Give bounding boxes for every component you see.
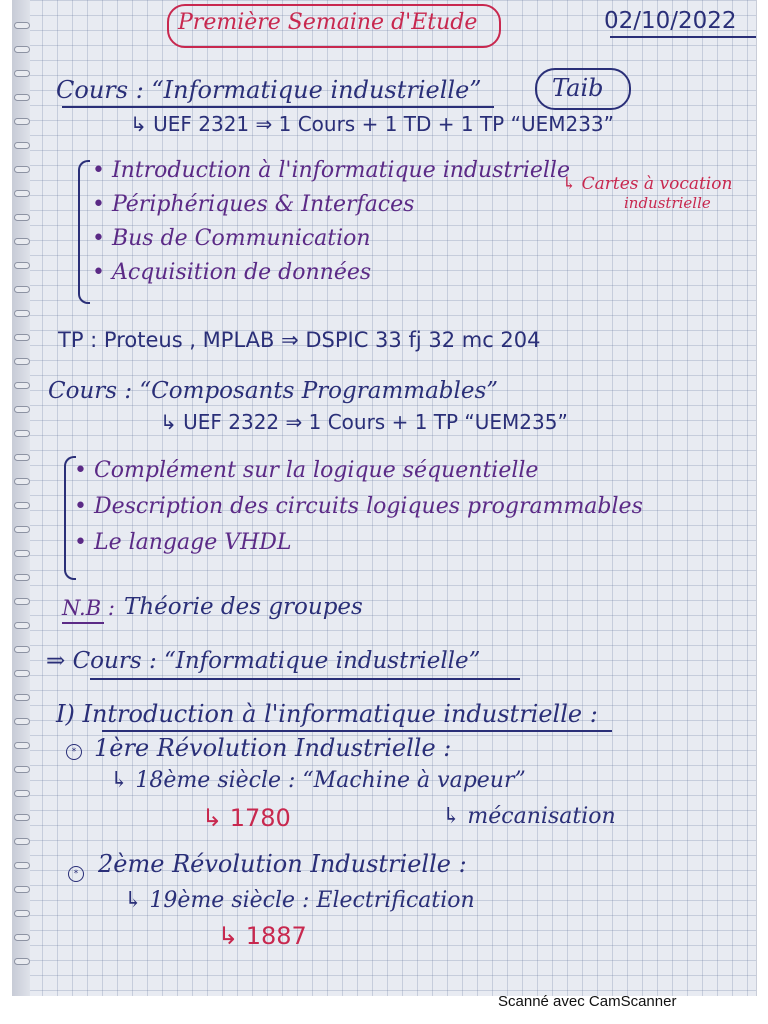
spiral-ring	[14, 646, 30, 653]
spiral-ring	[14, 454, 30, 461]
spiral-ring	[14, 526, 30, 533]
spiral-ring	[14, 862, 30, 869]
rev1-century: ↳ 18ème siècle : “Machine à vapeur”	[110, 768, 526, 793]
spiral-ring	[14, 958, 30, 965]
nb-text: Théorie des groupes	[124, 594, 363, 620]
spiral-ring	[14, 766, 30, 773]
spiral-ring	[14, 310, 30, 317]
spiral-ring	[14, 694, 30, 701]
spiral-ring	[14, 238, 30, 245]
spiral-ring	[14, 886, 30, 893]
course1-tp: TP : Proteus , MPLAB ⇒ DSPIC 33 fj 32 mc 204	[58, 328, 541, 352]
scanner-watermark: Scanné avec CamScanner	[498, 993, 677, 1010]
bullet-circle-icon: *	[68, 866, 84, 882]
spiral-ring	[14, 790, 30, 797]
spiral-ring	[14, 574, 30, 581]
spiral-ring	[14, 166, 30, 173]
course2-label: Cours : “Composants Programmables”	[48, 378, 499, 404]
spiral-ring	[14, 502, 30, 509]
spiral-ring	[14, 334, 30, 341]
course2-code-line: ↳ UEF 2322 ⇒ 1 Cours + 1 TP “UEM235”	[160, 410, 568, 434]
bullet-circle-icon: *	[66, 744, 82, 760]
spiral-ring	[14, 598, 30, 605]
spiral-ring	[14, 142, 30, 149]
rev1-result: ↳ mécanisation	[442, 804, 616, 829]
course1-topic-4: • Acquisition de données	[92, 260, 372, 285]
rev2-century: ↳ 19ème siècle : Electrification	[124, 888, 475, 913]
side-note-line2: industrielle	[624, 194, 711, 212]
course1-topic-2: • Périphériques & Interfaces	[92, 192, 415, 217]
spiral-ring	[14, 118, 30, 125]
course1-topic-1: • Introduction à l'informatique industrielle	[92, 158, 570, 183]
spiral-ring	[14, 910, 30, 917]
course1-code-line: ↳ UEF 2321 ⇒ 1 Cours + 1 TD + 1 TP “UEM233”	[130, 112, 615, 136]
rev2-year: ↳ 1887	[218, 922, 307, 950]
spiral-ring	[14, 382, 30, 389]
spiral-ring	[14, 94, 30, 101]
course1-topic-3: • Bus de Communication	[92, 226, 371, 251]
section-heading-underline	[90, 678, 520, 680]
course1-teacher: Taib	[552, 74, 604, 102]
nb-label: N.B :	[62, 596, 115, 620]
spiral-ring	[14, 550, 30, 557]
chapter-title: I) Introduction à l'informatique industrielle :	[56, 700, 598, 728]
spiral-binding	[12, 0, 30, 996]
nb-underline	[62, 622, 104, 624]
spiral-ring	[14, 814, 30, 821]
spiral-ring	[14, 718, 30, 725]
spiral-ring	[14, 406, 30, 413]
spiral-ring	[14, 934, 30, 941]
spiral-ring	[14, 214, 30, 221]
spiral-ring	[14, 670, 30, 677]
spiral-ring	[14, 286, 30, 293]
page-title: Première Semaine d'Etude	[178, 10, 478, 35]
spiral-ring	[14, 742, 30, 749]
course2-topic-3: • Le langage VHDL	[74, 530, 292, 555]
spiral-ring	[14, 70, 30, 77]
date-underline	[610, 36, 757, 38]
spiral-ring	[14, 262, 30, 269]
course1-label: Cours : “Informatique industrielle”	[56, 76, 482, 104]
course1-underline	[62, 106, 494, 108]
spiral-ring	[14, 622, 30, 629]
rev2-title: 2ème Révolution Industrielle :	[98, 850, 467, 878]
course2-topic-1: • Complément sur la logique séquentielle	[74, 458, 539, 483]
rev1-title: 1ère Révolution Industrielle :	[94, 734, 452, 762]
spiral-ring	[14, 430, 30, 437]
spiral-ring	[14, 22, 30, 29]
side-note-line1: ↳ Cartes à vocation	[562, 174, 733, 194]
spiral-ring	[14, 478, 30, 485]
rev1-year: ↳ 1780	[202, 804, 291, 832]
page-date: 02/10/2022	[604, 8, 737, 34]
notebook-page	[12, 0, 757, 996]
course2-topic-2: • Description des circuits logiques programmables	[74, 494, 643, 519]
course1-brace	[78, 160, 90, 304]
spiral-ring	[14, 46, 30, 53]
spiral-ring	[14, 838, 30, 845]
spiral-ring	[14, 358, 30, 365]
spiral-ring	[14, 190, 30, 197]
section-heading: ⇒ Cours : “Informatique industrielle”	[46, 648, 481, 674]
chapter-underline	[102, 730, 612, 732]
